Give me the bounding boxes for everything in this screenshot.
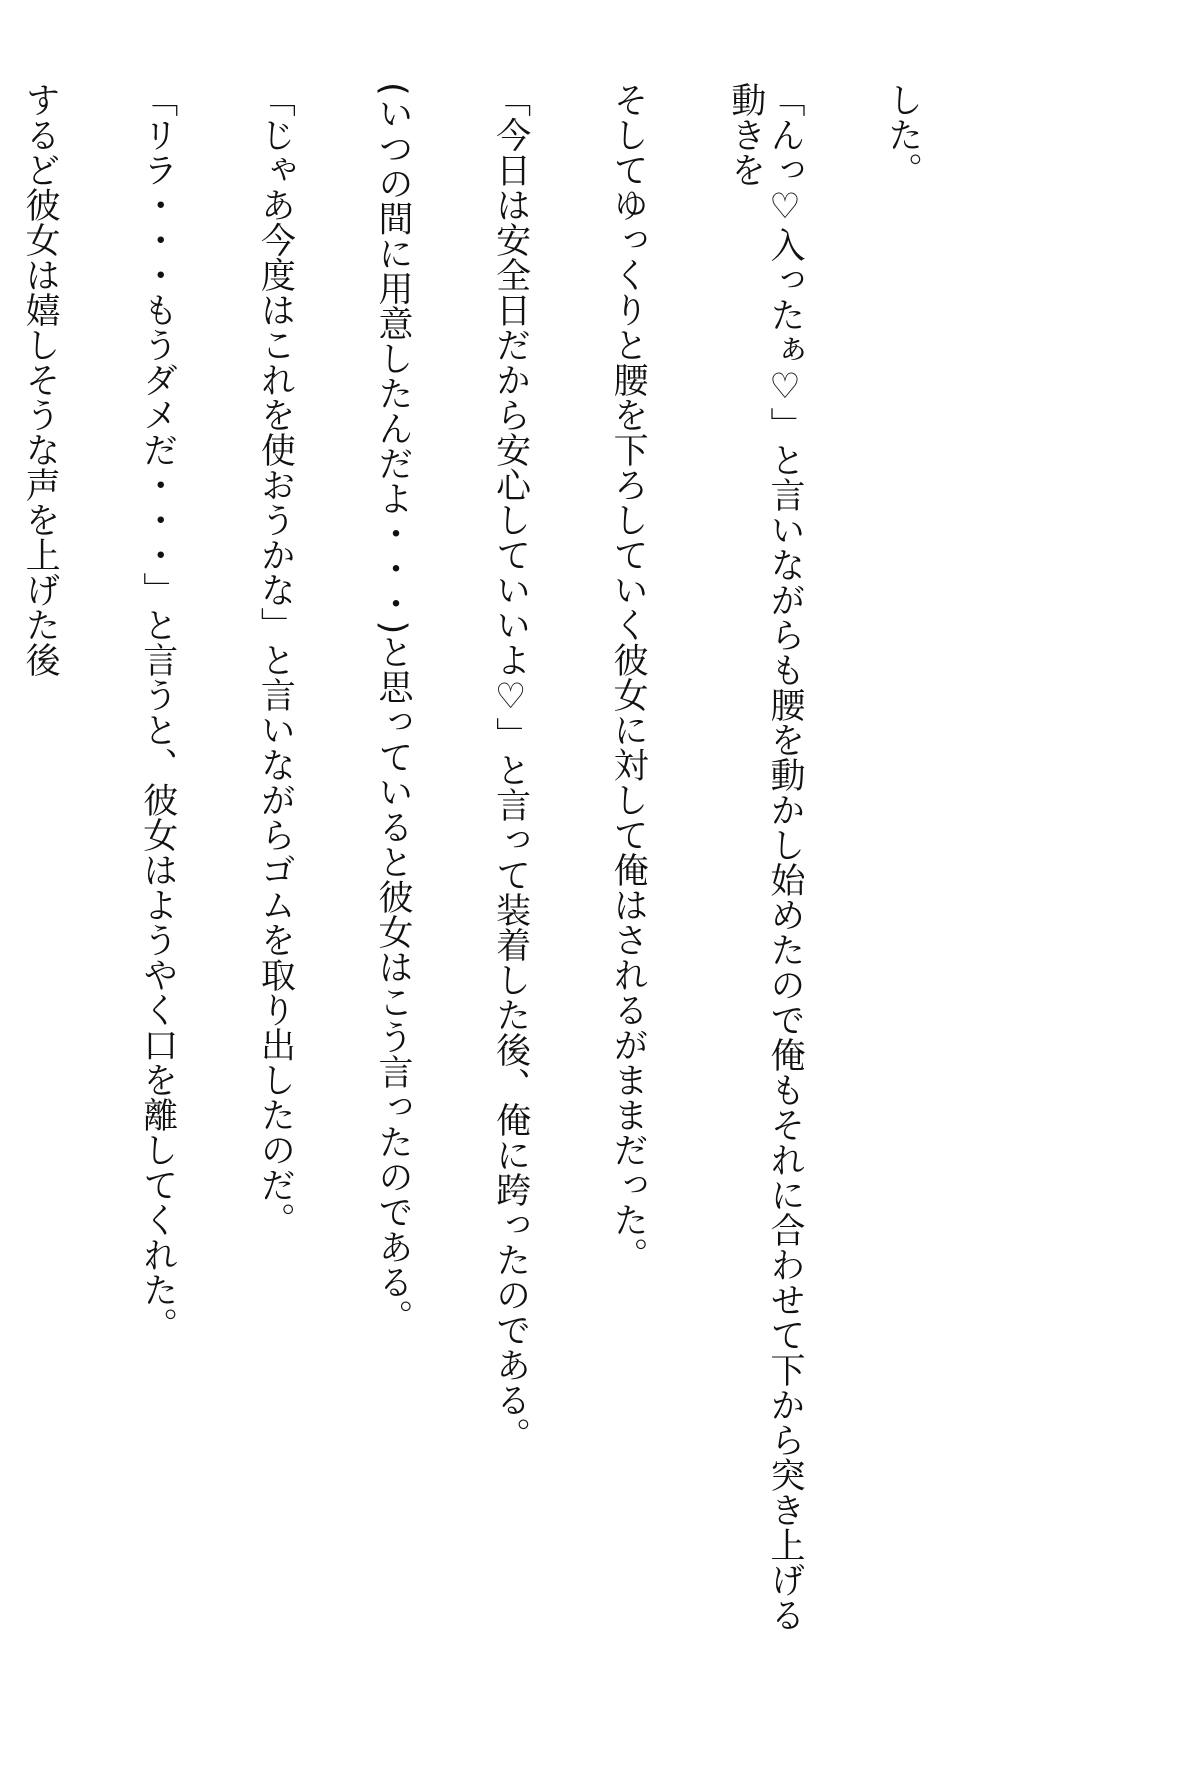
text-line: (いつの間に用意したんだよ・・・)と思っていると彼女はこう言ったのである。 <box>372 82 413 1335</box>
text-line: 「んっ♡入ったぁ♡」と言いながらも腰を動かし始めたので俺もそれに合わせて下から突き上げる動きを <box>725 82 805 1632</box>
text-line: 「今日は安全日だから安心していいよ♡」と言って装着した後、俺に跨ったのである。 <box>490 82 531 1452</box>
text-line: そしてゆっくりと腰を下ろしていく彼女に対して俺はされるがままだった。 <box>608 82 649 1272</box>
vertical-text-body <box>0 82 1000 1642</box>
text-line: するど彼女は嬉しそうな声を上げた後 <box>20 82 61 677</box>
text-line: した。 <box>882 82 923 187</box>
text-line: 「じゃあ今度はこれを使おうかな」と言いながらゴムを取り出したのだ。 <box>255 82 296 1237</box>
text-line: 「リラ・・・もうダメだ・・・」と言うと、彼女はようやく口を離してくれた。 <box>137 82 178 1342</box>
